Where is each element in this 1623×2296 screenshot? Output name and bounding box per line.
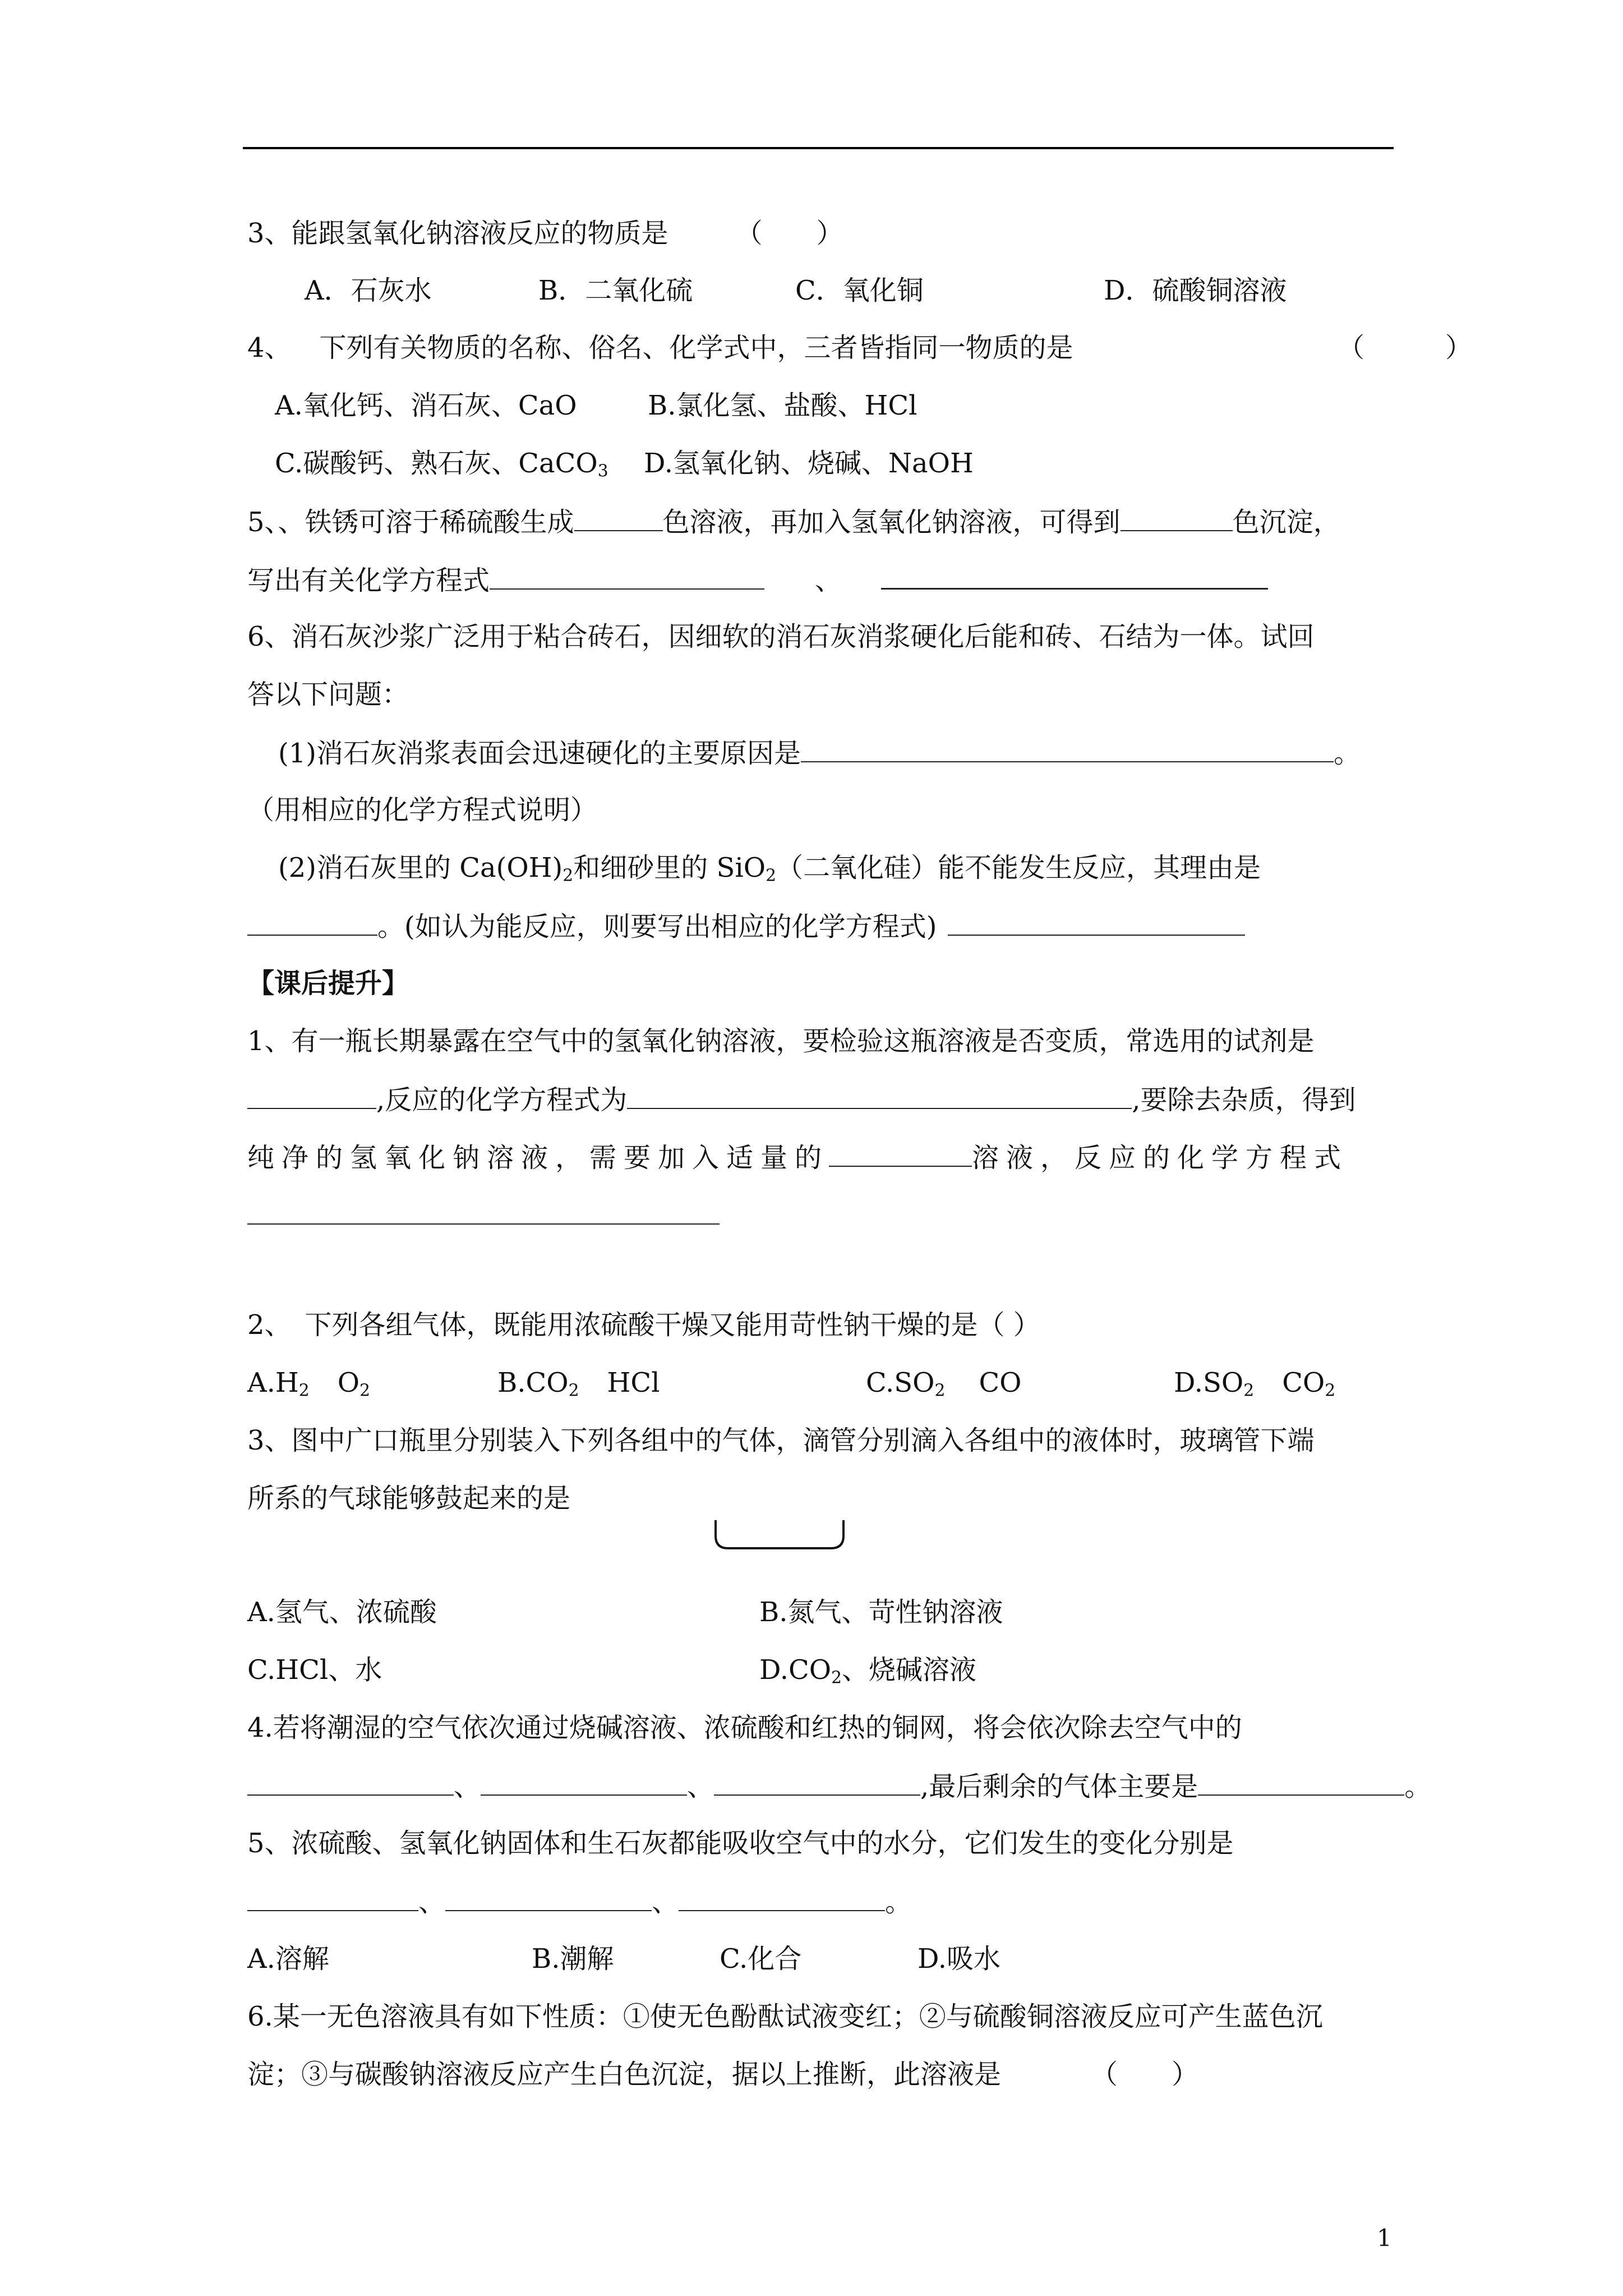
q3-option-b: B．二氧化硫	[538, 275, 693, 306]
k6-line-1: 6.某一无色溶液具有如下性质：①使无色酚酞试液变红；②与硫酸铜溶液反应可产生蓝色沉	[247, 2001, 1323, 2032]
k2-option-a: $A.H_2$ $O_2$	[247, 1367, 371, 1401]
q4-option-d: D.氢氧化钠、烧碱、NaOH	[644, 448, 974, 479]
q3-option-c: C．氧化铜	[795, 275, 924, 306]
q3-option-a: A．石灰水	[305, 275, 432, 306]
q4-option-a: A.氧化钙、消石灰、CaO	[275, 390, 577, 421]
k5-option-b: B.潮解	[532, 1943, 614, 1975]
figure-fragment	[713, 1519, 846, 1550]
k4-line-2: 、 、 ,最后剩余的气体主要是 。	[247, 1772, 1431, 1800]
k3-line-2: 所系的气球能够鼓起来的是	[247, 1483, 571, 1514]
q5-line-1: 5、、铁锈可溶于稀硫酸生成 色溶液，再加入氢氧化钠溶液，可得到 色沉淀，	[247, 507, 1340, 538]
k2-option-d: $D.SO_2$ $CO_2$	[1174, 1367, 1336, 1401]
q6-line-2: 答以下问题：	[247, 679, 409, 710]
k1-line-2: ,反应的化学方程式为 ,要除去杂质，得到	[247, 1085, 1356, 1114]
k5-line-1: 5、浓硫酸、氢氧化钠固体和生石灰都能吸收空气中的水分，它们发生的变化分别是	[247, 1828, 1234, 1859]
k6-line-2: 淀；③与碳酸钠溶液反应产生白色沉淀，据以上推断，此溶液是 （ ）	[247, 2059, 1199, 2090]
q6-part-2: (2)消石灰里的 $Ca(OH)_2$和细砂里的 SiO$_2$（二氧化硅）能不能发生反应，其理由是	[278, 852, 1261, 886]
k5-option-c: C.化合	[720, 1943, 802, 1975]
k1-line-1: 1、有一瓶长期暴露在空气中的氢氧化钠溶液，要检验这瓶溶液是否变质，常选用的试剂是	[247, 1025, 1315, 1057]
q3-option-d: D．硫酸铜溶液	[1104, 275, 1287, 306]
q6-part-2-cont: 。(如认为能反应，则要写出相应的化学方程式)	[247, 912, 1245, 940]
k2-option-b: $B.CO_2$ HCl	[497, 1367, 660, 1401]
q5-line-2: 写出有关化学方程式 、	[247, 565, 1268, 594]
k3-line-1: 3、图中广口瓶里分别装入下列各组中的气体，滴管分别滴入各组中的液体时，玻璃管下端	[247, 1425, 1315, 1456]
q3-stem: 3、能跟氢氧化钠溶液反应的物质是 （ ）	[247, 218, 843, 249]
q6-part-1-note: （用相应的化学方程式说明）	[247, 794, 598, 826]
q4-option-b: B.氯化氢、盐酸、HCl	[648, 390, 917, 421]
k5-option-d: D.吸水	[917, 1943, 1001, 1975]
q6-part-1: (1)消石灰消浆表面会迅速硬化的主要原因是 。	[278, 738, 1361, 769]
k3-option-c: C.HCl、水	[247, 1654, 382, 1686]
k5-option-a: A.溶解	[247, 1943, 329, 1975]
page-number: 1	[1377, 2224, 1392, 2252]
k1-line-3: 纯净的氢氧化钠溶液，需要加入适量的 溶液，反应的化学方程式	[247, 1142, 1349, 1174]
k4-line-1: 4.若将潮湿的空气依次通过烧碱溶液、浓硫酸和红热的铜网，将会依次除去空气中的	[247, 1712, 1242, 1743]
k2-stem: 2、 下列各组气体，既能用浓硫酸干燥又能用苛性钠干燥的是（ ）	[247, 1309, 1040, 1341]
k3-option-d: $D.CO_2$、烧碱溶液	[759, 1654, 977, 1688]
q4-paren: （ ）	[1338, 332, 1473, 364]
q4-option-c: C.碳酸钙、熟石灰、CaCO$_3$	[275, 448, 608, 481]
k1-line-4	[247, 1201, 720, 1229]
q6-line-1: 6、消石灰沙浆广泛用于粘合砖石，因细软的消石灰消浆硬化后能和砖、石结为一体。试回	[247, 621, 1315, 652]
header-rule	[243, 147, 1394, 149]
section-heading: 【课后提升】	[247, 968, 409, 999]
k2-option-c: $C.SO_2$ CO	[866, 1367, 1022, 1401]
q4-stem: 4、 下列有关物质的名称、俗名、化学式中，三者皆指同一物质的是	[247, 332, 1073, 364]
k3-option-b: B.氮气、苛性钠溶液	[759, 1596, 1003, 1628]
k3-option-a: A.氢气、浓硫酸	[247, 1596, 437, 1628]
k5-line-2: 、 、 。	[247, 1888, 912, 1916]
